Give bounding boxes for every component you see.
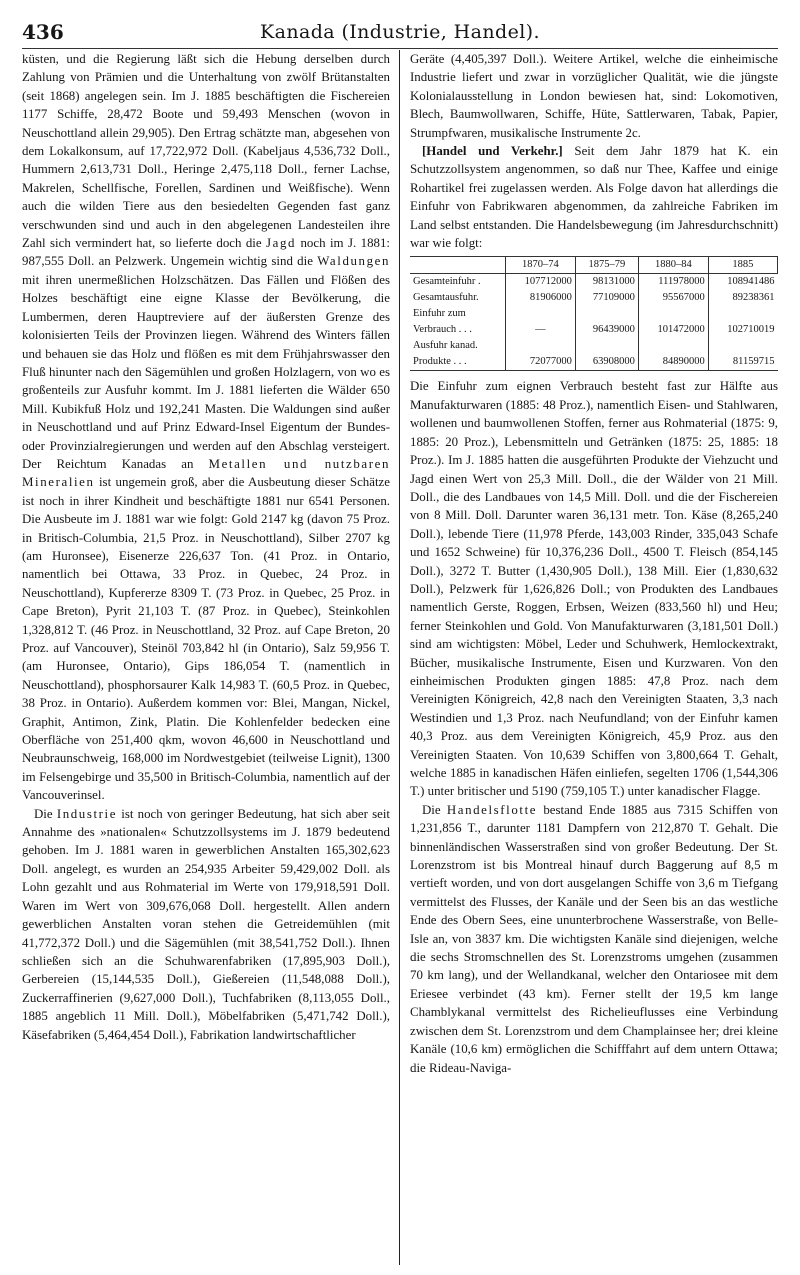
left-column: [22, 50, 390, 1265]
row-label: Gesamtausfuhr.: [413, 292, 479, 304]
table-cell: [708, 306, 777, 322]
document-page: [22, 8, 778, 1268]
table-header-cell: [410, 257, 505, 274]
table-cell: [575, 306, 638, 322]
emphasis-jagd: Jagd: [266, 236, 297, 251]
table-cell: —: [505, 322, 575, 338]
emphasis-handelsflotte: Handelsflotte: [446, 802, 538, 817]
table-cell: 84890000: [638, 354, 708, 371]
row-label: Gesamteinfuhr .: [413, 276, 481, 288]
emphasis-minerals: Metallen und nutzbaren Mineralien: [22, 456, 390, 490]
table-header-cell: 1880–84: [638, 257, 708, 274]
text-run: ist noch von geringer Bedeutung, hat sich aber seit Annahme des »nationalen« Schutzzollsystems im J. 1879 bedeutend gehoben. Im J. 1881 waren in gewerblichen Anstalten 165,302,623 Doll. angelegt, es wurden an 254,935 Arbeiter 59,429,002 Doll. als Lohn gezahlt und aus Rohmaterial im Werte von 179,918,591 Doll. Waren im Wert von 309,676,068 Doll. hergestellt. Allen andern gewerblichen Anstalten voran stehen die Getreidemühlen (mit 41,772,372 Doll.) und die Sägemühlen (mit 38,541,752 Doll.). Ihnen schließen sich an die Schuhwarenfabriken (17,895,903 Doll.), Gerbereien (15,144,535 Doll.), Gießereien (11,548,088 Doll.), Zuckerraffinerien (9,627,000 Doll.), Tuchfabriken (8,113,055 Doll., 1885 angeblich 11 Mill. Doll.), Möbelfabriken (5,471,742 Doll.), Käsefabriken (5,464,454 Doll.), Fabrikation landwirtschaftlicher: [22, 806, 390, 1042]
table-cell: 95567000: [638, 290, 708, 306]
row-label: Ausfuhr kanad.: [413, 340, 478, 352]
row-label: Verbrauch . . .: [413, 324, 472, 336]
table-cell: 108941486: [708, 274, 777, 291]
table-cell: 77109000: [575, 290, 638, 306]
table-cell: 96439000: [575, 322, 638, 338]
section-heading-trade: [Handel und Verkehr.]: [422, 144, 563, 159]
table-cell: 111978000: [638, 274, 708, 291]
table-row: [410, 274, 778, 291]
text-run: küsten, und die Regierung läßt sich die Hebung derselben durch Zahlung von Prämien und die Unterhaltung von zwölf Brütanstalten (seit 1868) angelegen sein. Im J. 1885 beschäftigten die Fischereien 1177 Schiffe, 28,472 Boote und 59,493 Menschen (wovon in Neuschottland allein 29,905). Den Ertrag schätzte man, abgesehen von dem Lokalkonsum, auf 17,722,972 Doll. (Kabeljaus 4,536,732 Doll., Hummern 2,613,731 Doll., Heringe 2,475,118 Doll., ferner Lachse, Makrelen, Schellfische, Forellen, Sardinen und Weißfische). Wenn auch die wilden Tiere aus den besiedelten Gegenden fast ganz verschwunden sind und auch in den abgelegenen Landesteilen ihre Zahl sich vermindert hat, so lieferte doch die: [22, 52, 390, 251]
table-cell: 102710019: [708, 322, 777, 338]
text-run: noch im J. 1881: 987,555 Doll. an Pelzwerk. Ungemein wichtig sind die: [22, 236, 390, 269]
table-cell: 81159715: [708, 354, 777, 371]
table-header-cell: 1875–79: [575, 257, 638, 274]
table-cell: 72077000: [505, 354, 575, 371]
table-cell: [505, 338, 575, 354]
paragraph-products: Geräte (4,405,397 Doll.). Weitere Artikel, welche die einheimische Industrie liefert und zwar in vorzüglicher Qualität, wie die jüngste Kolonialausstellung in London bewiesen hat, sind: Lokomotiven, Blech, Baumwollwaren, Schiffe, Hüte, Sattlerwaren, Tabak, Papier, Strumpfwaren, musikalische Instrumente 2c.: [410, 52, 778, 140]
page-number: 436: [22, 20, 64, 44]
table-cell: 63908000: [575, 354, 638, 371]
table-cell: 81906000: [505, 290, 575, 306]
right-column: [410, 50, 778, 1265]
table-header-cell: 1885: [708, 257, 777, 274]
table-row: [410, 290, 778, 306]
table-row: [410, 354, 778, 371]
text-run: Die: [422, 802, 441, 817]
text-columns: [22, 50, 778, 1268]
trade-table-header: [410, 257, 778, 274]
text-run: ist ungemein groß, aber die Ausbeutung dieser Schätze ist noch in ihrer Kindheit und beschäftigte 1881 nur 6541 Personen. Die Ausbeute im J. 1881 war wie folgt: Gold 2147 kg (davon 75 Proz. in Britisch-Columbia, 21,5 Proz. in Neuschottland), Silber 2707 kg (am Huronsee), Eisenerze 226,637 Ton. (41 Proz. in Ontario, namentlich bei Ottawa, 33 Proz. in Quebec, 24 Proz. in Neuschottland), Kupfererze 8309 T. (73 Proz. in Quebec, 25 Proz. in Cape Breton), Pyrit 21,103 T. (87 Proz. in Quebec), Steinkohlen 1,328,812 T. (46 Proz. in Neuschottland, 32 Proz. auf Cape Breton, 20 Proz. auf Vancouver), Steinöl 703,842 hl (in Ontario), Salz 59,956 T. (am Huronsee, Ontario), Gips 186,054 T. (namentlich in Neuschottland), phosphorsaurer Kalk 14,983 T. (60,5 Proz. in Quebec, 38 Proz. in Ontario). Außerdem kommen vor: Blei, Mangan, Nickel, Graphit, Antimon, Zink, Platin. Die Kohlenfelder bedecken eine Oberfläche von 251,400 qkm, wovon 46,600 in Neuschottland und Neubraunschweig, 168,000 im Nordwestgebiet (teilweise Lignit), 1300 im Felsengebirge und 35,500 in Britisch-Columbia, namentlich auf der Vancouverinsel.: [22, 475, 390, 803]
row-label: Produkte . . .: [410, 354, 505, 371]
text-run: mit ihren unermeßlichen Holzschätzen. Das Fällen und Flößen des Holzes beschäftigt eine eigne Klasse der Bevölkerung, die Lumbermen, deren Hauptreviere auf der äußersten Grenze des kolonisierten Teils der Provinzen liegen. Während des Winters fällen und behauen sie das Holz und flößen es mit dem Frühjahrswasser den Fluß hinunter nach den Sägemühlen und großen Holzlagern, von wo es großenteils zur Ausfuhr kommt. Im J. 1881 lieferten die Wälder 650 Mill. Kubikfuß Holz und 192,241 Masten. Die Waldungen sind außer in Neuschottland und auf Prinz Edward-Insel Eigentum der Bundes- oder Provinzialregierungen und werden auf den Abschlag versteigert. Der Reichtum Kanadas an: [22, 272, 390, 471]
table-cell: 107712000: [505, 274, 575, 291]
table-row: [410, 322, 778, 338]
paragraph-merchant-fleet: [410, 801, 778, 1077]
paragraph-fisheries: [22, 50, 390, 805]
table-row: [410, 338, 778, 354]
page-header: [22, 8, 778, 49]
text-run: bestand Ende 1885 aus 7315 Schiffen von 1,231,856 T., darunter 1181 Dampfern von 212,870 T. Gehalt. Die binnenländischen Wasserstraßen sind von großer Bedeutung. Der St. Lorenzstrom ist bis Montreal hinauf durch Baggerung auf 8,5 m vertieft worden, und von dort ausgelangen Schiffe von 3,6 m Tiefgang vermittelst des Flusses, der Kanäle und der Seen bis an das westliche Ende des Obern Sees, eine ununterbrochene Wasserstraße, von Belle-Isle an, von 3837 km. Die wichtigsten Kanäle sind diejenigen, welche die sechs Stromschnellen des St. Lorenzstroms umgehen (zusammen 70 km lang), und der Wellandkanal, welcher den Ontariosee mit dem Eriesee verbindet (43 km). Ferner stellt der 19,5 km lange Chamblykanal vermittelst des Richelieuflusses eine Verbindung zwischen dem St. Lorenzstrom und dem Champlainsee her; drei kleine Kanäle (10,6 km) ermöglichen die Schifffahrt auf dem untern Ottawa; die Rideau-Naviga-: [410, 802, 778, 1075]
table-header-cell: 1870–74: [505, 257, 575, 274]
paragraph-imports: Die Einfuhr zum eignen Verbrauch besteht fast zur Hälfte aus Manufakturwaren (1885: 48 Proz.), namentlich Eisen- und Stahlwaren, wollenen und baumwollenen Stoffen, ferner aus Rohmaterial (1875: 9, 1885: 20 Proz.), Lebensmitteln und Getränken (1875: 25, 1885: 18 Proz.). Im J. 1885 hatten die ausgeführten Produkte der Viehzucht und Jagd einen Wert von 25,3 Mill. Doll., die der Wälder von 21 Mill. Doll., die des Landbaues von 14,5 Mill. Doll. und die der Fischereien von 8 Mill. Doll. Darunter waren 36,131 metr. Ton. Käse (8,265,240 Doll.), lebende Tiere (11,978 Pferde, 143,003 Rinder, 335,043 Schafe und 1652 Schweine) für 10,376,236 Doll., 4500 T. Fleisch (854,145 Doll.), 3272 T. Butter (1,430,905 Doll.), 138 Mill. Eier (1,830,632 Doll.), Pelzwerk für 1,626,826 Doll.; von Produkten des Landbaues namentlich Gerste, Roggen, Erbsen, Weizen (833,560 hl) und Heu; ferner Steinkohlen und Gold. Von Manufakturwaren (3,181,501 Doll.) sind am wichtigsten: Möbel, Leder und Schuhwerk, Hemlockextrakt, Bücher, musikalische Instrumente, Eisen und Kurzwaren. Von den einheimischen Produkten gingen 1885: 47,8 Proz. nach dem Vereinigten Königreich, 42,8 nach den Vereinigten Staaten, 3,3 nach Westindien und 1,3 Proz. nach Neufundland; von der Einfuhr kamen 40,3 Proz. aus dem Vereinigten Königreich, 45,9 Proz. aus den Vereinigten Staaten. Von 10,639 Schiffen von 3,800,664 T. Gehalt, welche 1885 in kanadischen Häfen einliefen, segelten 1706 (1,544,306 T.) unter britischer und 5190 (759,105 T.) unter kanadischer Flagge.: [410, 379, 778, 799]
table-cell: [638, 306, 708, 322]
table-cell: 98131000: [575, 274, 638, 291]
table-cell: [575, 338, 638, 354]
table-row: [410, 306, 778, 322]
running-title: Kanada (Industrie, Handel).: [260, 21, 540, 43]
paragraph-trade: [410, 142, 778, 252]
table-cell: 89238361: [708, 290, 777, 306]
emphasis-industrie: Industrie: [56, 806, 118, 821]
text-run: Seit dem Jahr 1879 hat K. ein Schutzzollsystem angenommen, so daß nur Thee, Kaffee und einige Rohartikel frei zugelassen werden. Als Folge davon hat allerdings die Einfuhr von Fabrikwaren abgenommen, da zahlreiche Fabriken im Land selbst entstanden. Die Handelsbewegung (im Jahresdurchschnitt) war wie folgt:: [410, 144, 778, 251]
paragraph-industry: [22, 805, 390, 1044]
row-label: Einfuhr zum: [413, 308, 466, 320]
table-cell: [638, 338, 708, 354]
trade-table: [410, 256, 778, 371]
emphasis-waldungen: Waldungen: [317, 254, 390, 269]
table-cell: 101472000: [638, 322, 708, 338]
table-cell: [708, 338, 777, 354]
table-cell: [505, 306, 575, 322]
text-run: Die: [34, 806, 53, 821]
